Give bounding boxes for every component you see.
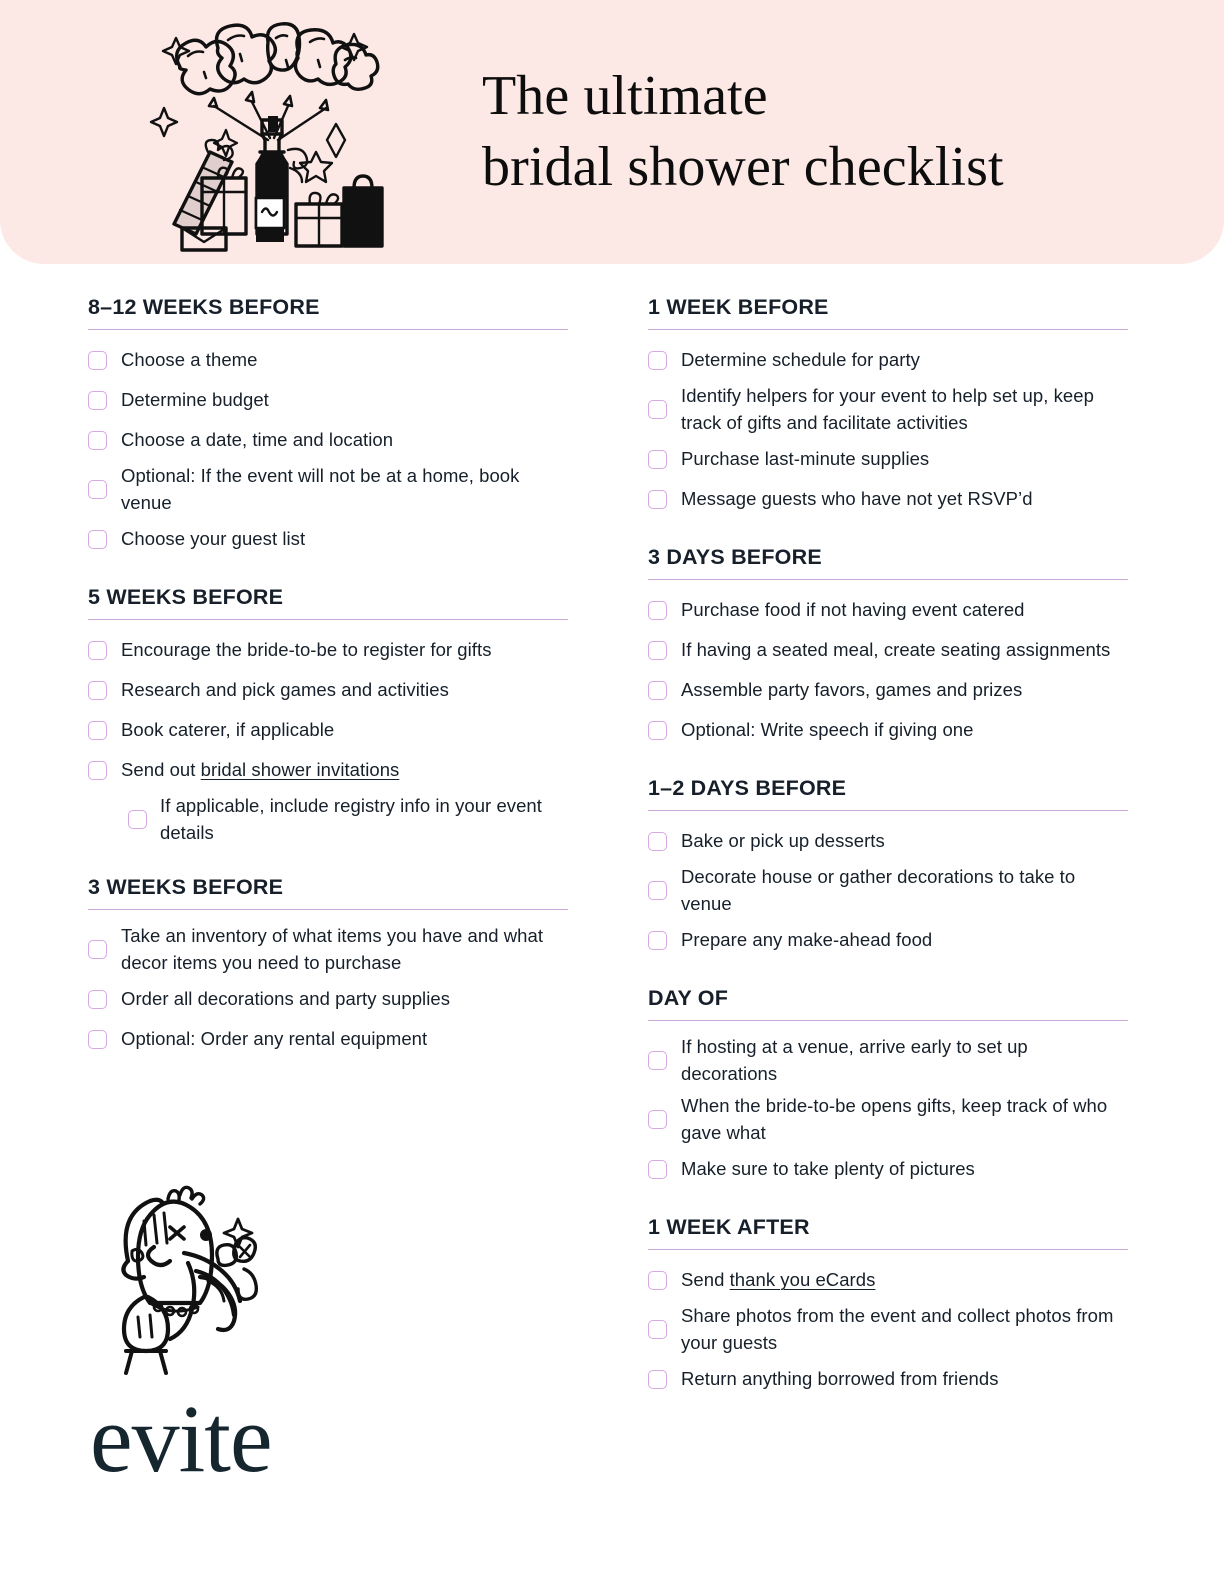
checkbox-icon[interactable] (88, 431, 107, 450)
checklist-item[interactable] (88, 463, 568, 516)
checklist-section (648, 546, 1128, 747)
page-title-line-1: The ultimate (482, 65, 768, 128)
checklist-item[interactable] (648, 343, 1128, 377)
checklist-item-label: Assemble party favors, games and prizes (681, 678, 1023, 700)
checklist-item[interactable] (88, 423, 568, 457)
checklist-item[interactable] (648, 593, 1128, 627)
checklist-item-label: Decorate house or gather decorations to take to venue (681, 866, 1076, 914)
checkbox-icon[interactable] (88, 480, 107, 499)
section-divider (648, 810, 1128, 812)
checkbox-icon[interactable] (88, 1030, 107, 1049)
checklist-item-label: Send out bridal shower invitations (121, 758, 400, 780)
evite-wordmark: evite (90, 1385, 272, 1492)
checkbox-icon[interactable] (88, 721, 107, 740)
page-title-line-2: bridal shower checklist (482, 136, 1004, 198)
checklist-section (648, 987, 1128, 1186)
checklist-item[interactable] (648, 383, 1128, 436)
checklist-section (648, 296, 1128, 516)
page-title (482, 61, 1004, 202)
checklist-item-label: Optional: Order any rental equipment (121, 1027, 428, 1049)
checklist-item-label: Make sure to take plenty of pictures (681, 1157, 975, 1179)
checklist-item[interactable] (88, 383, 568, 417)
section-heading: 8–12 WEEKS BEFORE (88, 295, 320, 319)
checklist-item-label: Choose your guest list (121, 527, 306, 549)
checkbox-icon[interactable] (88, 641, 107, 660)
checklist-item-label: Send thank you eCards (681, 1269, 876, 1291)
checklist-item-label: Determine budget (121, 388, 269, 410)
checkbox-icon[interactable] (88, 681, 107, 700)
checkbox-icon[interactable] (648, 1051, 667, 1070)
checkbox-icon[interactable] (648, 1271, 667, 1290)
evite-logo (88, 1185, 388, 1492)
checklist-item-label: Identify helpers for your event to help set up, keep track of gifts and facilitate activities (681, 385, 1094, 433)
checkbox-icon[interactable] (648, 601, 667, 620)
checklist-section (88, 296, 568, 556)
checklist-item-label: Research and pick games and activities (121, 678, 449, 700)
section-divider (88, 909, 568, 911)
checkbox-icon[interactable] (648, 400, 667, 419)
inline-link[interactable]: thank you eCards (729, 1269, 876, 1291)
checklist-item-label: Prepare any make-ahead food (681, 929, 933, 950)
checklist-item[interactable] (648, 1263, 1128, 1297)
checklist-item[interactable] (88, 343, 568, 377)
checklist-item[interactable] (648, 633, 1128, 667)
checkbox-icon[interactable] (648, 1160, 667, 1179)
checkbox-icon[interactable] (648, 1110, 667, 1129)
section-divider (648, 329, 1128, 331)
checkbox-icon[interactable] (88, 761, 107, 780)
checklist-item[interactable] (648, 673, 1128, 707)
checklist-item-label: If having a seated meal, create seating assignments (681, 638, 1111, 660)
checklist-item-label: Share photos from the event and collect photos from your guests (681, 1305, 1114, 1353)
section-divider (648, 1249, 1128, 1251)
checkbox-icon[interactable] (648, 641, 667, 660)
section-divider (88, 619, 568, 621)
checklist-item[interactable] (648, 1093, 1128, 1146)
section-heading: 5 WEEKS BEFORE (88, 585, 284, 610)
checklist-item[interactable] (648, 482, 1128, 516)
checkbox-icon[interactable] (128, 810, 147, 829)
checklist-subitem[interactable] (128, 793, 568, 846)
checklist-item[interactable] (648, 1034, 1128, 1087)
section-divider (648, 1020, 1128, 1022)
checklist-item-label: If applicable, include registry info in your event details (160, 795, 542, 843)
checklist-item[interactable] (648, 1152, 1128, 1186)
checklist-item-label: Take an inventory of what items you have and what decor items you need to purchase (121, 925, 544, 973)
checklist-item-label: Book caterer, if applicable (121, 718, 335, 740)
checklist-item-label: If hosting at a venue, arrive early to set up decorations (681, 1036, 1028, 1084)
checklist-item[interactable] (648, 713, 1128, 747)
checklist-item-label: Order all decorations and party supplies (121, 987, 451, 1009)
checklist-item-label: Purchase food if not having event catered (681, 598, 1025, 620)
checklist-item-label: Return anything borrowed from friends (681, 1368, 999, 1389)
section-heading: 1 WEEK AFTER (648, 1215, 810, 1240)
section-divider (648, 579, 1128, 581)
section-heading: 3 WEEKS BEFORE (88, 875, 284, 900)
checklist-item-label: Choose a date, time and location (121, 428, 394, 450)
checkbox-icon[interactable] (648, 931, 667, 950)
checkbox-icon[interactable] (648, 351, 667, 370)
checklist-section (648, 1216, 1128, 1396)
bride-chicken-mascot-icon (88, 1185, 298, 1385)
checklist-item[interactable] (648, 1362, 1128, 1396)
checklist-item[interactable] (88, 923, 568, 976)
section-divider (88, 329, 568, 331)
checkbox-icon[interactable] (88, 940, 107, 959)
section-heading: 1–2 DAYS BEFORE (648, 776, 847, 801)
checklist-item-label: When the bride-to-be opens gifts, keep track of who gave what (681, 1095, 1108, 1143)
inline-link[interactable]: bridal shower invitations (200, 758, 400, 780)
checklist-item[interactable] (648, 1303, 1128, 1356)
checklist-item-label: Optional: Write speech if giving one (681, 718, 974, 740)
checklist-section (648, 777, 1128, 957)
checkbox-icon[interactable] (648, 1320, 667, 1339)
checkbox-icon[interactable] (648, 1370, 667, 1389)
checklist-item-label: Determine schedule for party (681, 348, 920, 370)
checkbox-icon[interactable] (648, 881, 667, 900)
section-heading: 1 WEEK BEFORE (648, 295, 829, 319)
checklist-item[interactable] (88, 522, 568, 556)
checklist-item[interactable] (648, 824, 1128, 858)
checklist-section (88, 876, 568, 1056)
checklist-item-label: Optional: If the event will not be at a home, book venue (121, 465, 520, 513)
checkbox-icon[interactable] (648, 681, 667, 700)
checklist-item-label: Purchase last-minute supplies (681, 447, 930, 469)
checklist-item[interactable] (648, 923, 1128, 957)
checklist-item[interactable] (88, 753, 568, 787)
checklist-item[interactable] (88, 1022, 568, 1056)
checklist-item-label: Message guests who have not yet RSVP’d (681, 487, 1033, 509)
section-heading: 3 DAYS BEFORE (648, 545, 822, 570)
checklist-item[interactable] (88, 713, 568, 747)
checklist-item[interactable] (88, 673, 568, 707)
checklist-item[interactable] (648, 442, 1128, 476)
checklist-item-label: Choose a theme (121, 348, 258, 370)
checkbox-icon[interactable] (88, 990, 107, 1009)
bride-balloons-champagne-gifts-icon (140, 12, 390, 252)
page-header (0, 0, 1224, 264)
checkbox-icon[interactable] (88, 530, 107, 549)
checkbox-icon[interactable] (88, 351, 107, 370)
checklist-section (88, 586, 568, 846)
checklist-column-right (648, 296, 1128, 1402)
checklist-item[interactable] (648, 864, 1128, 917)
checkbox-icon[interactable] (648, 490, 667, 509)
checklist-item-label: Bake or pick up desserts (681, 830, 885, 852)
checkbox-icon[interactable] (648, 721, 667, 740)
checkbox-icon[interactable] (648, 450, 667, 469)
checklist-item[interactable] (88, 633, 568, 667)
checklist-item-label: Encourage the bride-to-be to register for gifts (121, 638, 492, 660)
checklist-item[interactable] (88, 982, 568, 1016)
section-heading: DAY OF (648, 986, 729, 1011)
checkbox-icon[interactable] (648, 832, 667, 851)
checkbox-icon[interactable] (88, 391, 107, 410)
